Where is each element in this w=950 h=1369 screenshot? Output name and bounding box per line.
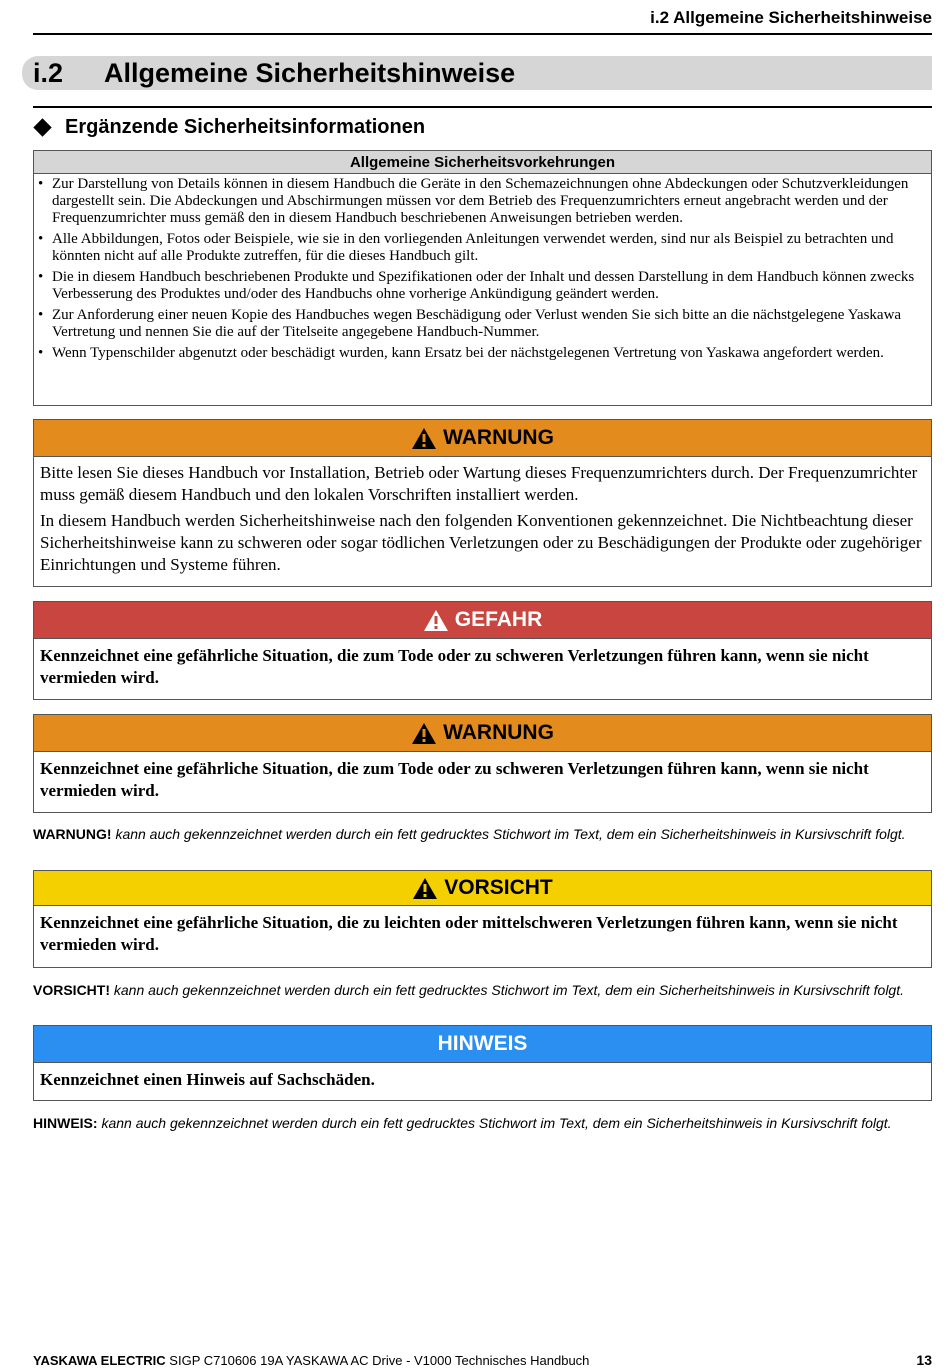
warning-label: WARNUNG xyxy=(443,721,554,744)
danger-text: Kennzeichnet eine gefährliche Situation, die zum Tode oder zu schweren Verletzungen führen kann, wenn sie nicht vermieden wird. xyxy=(40,646,869,687)
caution-text: Kennzeichnet eine gefährliche Situation, die zu leichten oder mittelschweren Verletzungen führen kann, wenn sie nicht vermieden wird. xyxy=(40,913,898,954)
warning-triangle-icon xyxy=(423,609,449,632)
footer xyxy=(33,1353,589,1368)
header-rule xyxy=(33,33,932,35)
warning-text: Kennzeichnet eine gefährliche Situation, die zum Tode oder zu schweren Verletzungen führen kann, wenn sie nicht vermieden wird. xyxy=(40,759,869,800)
page-number: 13 xyxy=(916,1352,932,1368)
caution-note-keyword: VORSICHT! xyxy=(33,982,110,998)
warning-box xyxy=(33,714,932,813)
general-precautions-heading: Allgemeine Sicherheitsvorkehrungen xyxy=(34,151,931,174)
section-rule xyxy=(33,106,932,108)
general-precautions-list xyxy=(34,174,931,368)
list-item: • Wenn Typenschilder abgenutzt oder beschädigt wurden, kann Ersatz bei der nächstgelegenen Vertretung von Yaskawa angefordert werden. xyxy=(52,345,927,362)
intro-warning-paragraph: In diesem Handbuch werden Sicherheitshinweise nach den folgenden Konventionen gekennzeichnet. Die Nichtbeachtung dieser Sicherheitshinweise kann zu schweren oder sogar tödlichen Verletzungen oder zu Beschädigungen der Produkte oder zugehöriger Einrichtungen und Systeme führen. xyxy=(40,511,922,574)
notice-box xyxy=(33,1025,932,1101)
list-item: • Die in diesem Handbuch beschriebenen Produkte und Spezifikationen oder der Inhalt und dessen Darstellung in dem Handbuch können zwecks Verbesserung des Produktes und/oder des Handbuchs ohne vorherige Ankündigung geändert werden. xyxy=(52,269,927,303)
list-item: • Alle Abbildungen, Fotos oder Beispiele, wie sie in den vorliegenden Anleitungen verwendet werden, sind nur als Beispiel zu betrachten und könnten nicht auf alle Produkte zutreffen, für die dieses Handbuch gilt. xyxy=(52,231,927,265)
caution-note-text: kann auch gekennzeichnet werden durch ein fett gedrucktes Stichwort im Text, dem ein Sicherheitshinweis in Kursivschrift folgt. xyxy=(113,982,904,998)
general-precautions-body xyxy=(34,174,931,368)
diamond-bullet-icon xyxy=(33,118,51,136)
notice-note xyxy=(33,1115,932,1131)
intro-warning-box xyxy=(33,419,932,587)
danger-label: GEFAHR xyxy=(454,608,543,631)
notice-note-keyword: HINWEIS: xyxy=(33,1115,98,1131)
warning-triangle-icon xyxy=(411,427,437,450)
intro-warning-paragraph: Bitte lesen Sie dieses Handbuch vor Installation, Betrieb oder Wartung dieses Frequenzumrichters durch. Der Frequenzumrichter muss gemäß diesem Handbuch und den lokalen Vorschriften installiert werden. xyxy=(40,463,918,504)
warning-triangle-icon xyxy=(412,877,438,900)
notice-note-text: kann auch gekennzeichnet werden durch ein fett gedrucktes Stichwort im Text, dem ein Sicherheitshinweis in Kursivschrift folgt. xyxy=(101,1115,892,1131)
danger-header xyxy=(34,602,931,639)
section-title-bar xyxy=(22,56,932,90)
section-number: i.2 xyxy=(33,58,64,88)
footer-document: SIGP C710606 19A YASKAWA AC Drive - V1000 Technisches Handbuch xyxy=(169,1353,590,1368)
list-item: • Zur Darstellung von Details können in diesem Handbuch die Geräte in den Schemazeichnungen ohne Abdeckungen oder Schutzverkleidungen dargestellt sein. Die Abdeckungen und Abschirmungen müssen vor dem Betrieb des Frequenzumrichters erneut angebracht werden und der Frequenzumrichter muss gemäß den in diesem Handbuch beschriebenen Anweisungen betrieben werden. xyxy=(52,176,927,227)
intro-warning-header xyxy=(34,420,931,457)
subsection-heading xyxy=(33,114,425,140)
subsection-title: Ergänzende Sicherheitsinformationen xyxy=(65,115,426,138)
notice-label: HINWEIS xyxy=(437,1032,528,1055)
caution-header xyxy=(34,871,931,906)
notice-text: Kennzeichnet einen Hinweis auf Sachschäden. xyxy=(40,1070,375,1089)
danger-box xyxy=(33,601,932,700)
warning-note xyxy=(33,826,932,842)
caution-label: VORSICHT xyxy=(444,876,553,899)
running-header: i.2 Allgemeine Sicherheitshinweise xyxy=(650,8,932,27)
warning-header xyxy=(34,715,931,752)
caution-note xyxy=(33,982,932,998)
general-precautions-box xyxy=(33,150,932,406)
notice-header xyxy=(34,1026,931,1063)
section-title: Allgemeine Sicherheitshinweise xyxy=(104,58,516,88)
caution-box xyxy=(33,870,932,968)
list-item: • Zur Anforderung einer neuen Kopie des Handbuches wegen Beschädigung oder Verlust wenden Sie sich bitte an die nächstgelegene Yaskawa Vertretung und nennen Sie die auf der Titelseite angegebene Handbuch-Nummer. xyxy=(52,307,927,341)
warning-triangle-icon xyxy=(411,722,437,745)
footer-brand: YASKAWA ELECTRIC xyxy=(33,1353,166,1368)
warning-note-keyword: WARNUNG! xyxy=(33,826,112,842)
intro-warning-body xyxy=(34,457,931,586)
intro-warning-label: WARNUNG xyxy=(443,426,554,449)
warning-note-text: kann auch gekennzeichnet werden durch ein fett gedrucktes Stichwort im Text, dem ein Sicherheitshinweis in Kursivschrift folgt. xyxy=(115,826,906,842)
